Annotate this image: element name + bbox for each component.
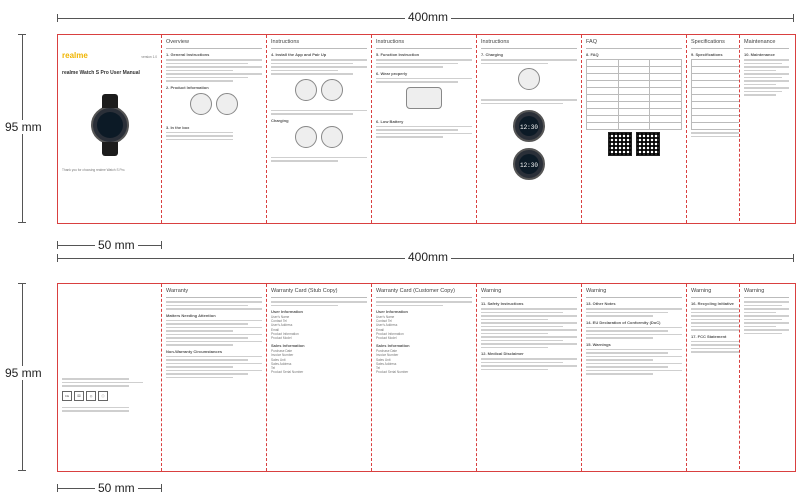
bottom-width-tick-right — [793, 254, 794, 262]
watch-display — [513, 148, 545, 180]
watch-diagram — [216, 93, 238, 115]
section-heading: 1. General Instructions — [166, 52, 210, 57]
bottom-width-tick-left — [57, 254, 58, 262]
section-heading: Sales Information — [271, 343, 305, 349]
form-field: Sales Unit — [271, 357, 286, 362]
divider — [166, 297, 262, 298]
form-field: User's Name — [376, 315, 395, 319]
form-field: Email — [376, 327, 384, 332]
panel-title: Instructions — [376, 39, 405, 45]
form-field: User's Address — [376, 323, 398, 328]
front-panel-maintenance — [739, 35, 793, 221]
cover-footer: Thank you for choosing realme Watch S Pro. — [62, 168, 126, 172]
form-field: Tel — [271, 366, 276, 371]
bottom-fold-label: 50 mm — [95, 481, 138, 495]
section-heading: 8. FAQ — [586, 52, 599, 57]
top-fold-tick-left — [57, 241, 58, 249]
form-field: Product Information — [376, 331, 404, 336]
panel-title: Overview — [166, 39, 189, 45]
qr-code — [608, 132, 632, 156]
section-heading: Matters Needing Attention — [166, 312, 216, 318]
watch-time: 12:30 — [519, 124, 538, 131]
divider — [376, 297, 472, 298]
divider — [586, 48, 682, 49]
front-panel-instructions-1 — [267, 35, 372, 223]
watch-time: 12:30 — [519, 162, 538, 169]
brand-logo: realme — [62, 51, 88, 60]
front-panel-faq — [582, 35, 687, 223]
panel-title: Warranty — [166, 288, 189, 294]
divider — [271, 48, 367, 49]
wrist-diagram — [406, 87, 442, 109]
panel-title: Specifications — [691, 39, 725, 45]
form-field: Product Model — [271, 336, 292, 341]
divider — [376, 48, 472, 49]
watch-image — [91, 106, 129, 144]
section-heading: 13. Other Notes — [586, 301, 616, 306]
bottom-fold-tick-right — [161, 484, 162, 492]
form-field: Sales Address — [376, 361, 397, 366]
form-field: Contact Tel — [271, 319, 287, 324]
form-field: Product Serial Number — [271, 370, 304, 375]
section-heading: User Information — [376, 309, 409, 314]
section-heading: 17. FCC Statement — [691, 333, 727, 339]
watch-diagram — [190, 93, 212, 115]
top-height-tick-top — [18, 34, 26, 35]
top-width-tick-right — [793, 14, 794, 22]
top-width-tick-left — [57, 14, 58, 22]
bottom-fold-tick-left — [57, 484, 58, 492]
bottom-width-label: 400mm — [405, 250, 451, 264]
panel-title: Warranty Card (Customer Copy) — [376, 288, 455, 294]
form-field: User's Address — [271, 323, 293, 328]
panel-title: Maintenance — [744, 39, 776, 45]
divider — [744, 48, 789, 49]
watch-diagram — [321, 79, 343, 101]
section-heading: 7. Charging — [481, 52, 504, 57]
back-panel-warning-4 — [739, 284, 793, 469]
section-heading: 4. Install the App and Pair Up — [271, 52, 327, 57]
cover-title: realme Watch S Pro User Manual — [62, 70, 140, 76]
front-panel-overview — [162, 35, 267, 223]
faq-table — [586, 59, 682, 130]
bottom-height-tick-bottom — [18, 470, 26, 471]
divider — [481, 297, 577, 298]
form-field: Purchase Date — [376, 349, 398, 354]
watch-face — [97, 112, 123, 138]
certification-icon: ◎ — [86, 391, 96, 401]
form-field: Sales Unit — [376, 357, 391, 362]
form-field: Tel — [376, 366, 381, 371]
info-icon: ⓘ — [98, 391, 108, 401]
cover-version: version 1.0 — [141, 55, 157, 59]
section-heading: 2. Product Information — [166, 84, 209, 90]
form-field: Sales Address — [271, 361, 292, 366]
manual-front-sheet — [57, 34, 796, 224]
front-panel-instructions-2 — [372, 35, 477, 223]
section-heading: 3. In the box — [166, 124, 190, 130]
form-field: Product Information — [271, 331, 299, 336]
divider — [271, 297, 367, 298]
section-heading: 14. EU Declaration of Conformity (DoC) — [586, 319, 661, 325]
panel-title: Warning — [586, 288, 607, 294]
form-field: Purchase Date — [271, 349, 293, 354]
top-width-label: 400mm — [405, 10, 451, 24]
divider — [166, 48, 262, 49]
section-heading: User Information — [271, 309, 304, 314]
back-panel-warranty-customer — [372, 284, 477, 471]
ce-mark-icon: CE — [62, 391, 72, 401]
panel-title: Warranty Card (Stub Copy) — [271, 288, 338, 294]
watch-diagram — [295, 126, 317, 148]
divider — [744, 297, 789, 298]
section-heading: Sales Information — [376, 343, 410, 349]
section-heading: Charging — [271, 117, 289, 123]
section-heading: Non-Warranty Circumstances — [166, 348, 223, 354]
panel-title: Warning — [744, 288, 765, 294]
compliance-icons — [62, 391, 157, 401]
manual-back-sheet — [57, 283, 796, 472]
form-field: Invoice Number — [376, 353, 399, 358]
form-field: User's Name — [271, 315, 290, 319]
panel-title: FAQ — [586, 39, 598, 45]
back-panel-warning-1 — [477, 284, 582, 471]
watch-display — [513, 110, 545, 142]
qr-code — [636, 132, 660, 156]
section-heading: 5. Function Instruction — [376, 52, 420, 57]
bottom-height-tick-top — [18, 283, 26, 284]
top-height-label: 95 mm — [2, 120, 45, 134]
form-field: Invoice Number — [271, 353, 294, 358]
watch-diagram — [295, 79, 317, 101]
form-field: Contact Tel — [376, 319, 392, 324]
section-heading: 16. Recycling Initiative — [691, 301, 734, 306]
cover-panel — [58, 35, 162, 223]
back-panel-warranty — [162, 284, 267, 471]
panel-title: Instructions — [271, 39, 300, 45]
section-heading: 10. Maintenance — [744, 52, 775, 57]
back-panel-warranty-stub — [267, 284, 372, 471]
back-panel-warning-2 — [582, 284, 687, 471]
section-heading: 6. Low Battery — [376, 118, 404, 124]
section-heading: 12. Medical Disclaimer — [481, 351, 524, 356]
panel-title: Warning — [481, 288, 502, 294]
recycle-bin-icon: ⌧ — [74, 391, 84, 401]
section-heading: 11. Safety Instructions — [481, 301, 524, 306]
back-panel-compliance — [58, 284, 162, 471]
divider — [481, 48, 577, 49]
divider — [586, 297, 682, 298]
bottom-height-label: 95 mm — [2, 366, 45, 380]
form-field: Product Model — [376, 336, 397, 341]
front-panel-instructions-3 — [477, 35, 582, 223]
top-fold-label: 50 mm — [95, 238, 138, 252]
charging-diagram — [518, 68, 540, 90]
form-field: Email — [271, 327, 279, 332]
panel-title: Instructions — [481, 39, 510, 45]
top-height-tick-bottom — [18, 222, 26, 223]
top-fold-tick-right — [161, 241, 162, 249]
panel-title: Warning — [691, 288, 712, 294]
section-heading: 6. Wear properly — [376, 70, 408, 76]
section-heading: 15. Warnings — [586, 341, 611, 347]
form-field: Product Serial Number — [376, 370, 409, 375]
watch-diagram — [321, 126, 343, 148]
section-heading: 9. Specifications — [691, 52, 723, 57]
